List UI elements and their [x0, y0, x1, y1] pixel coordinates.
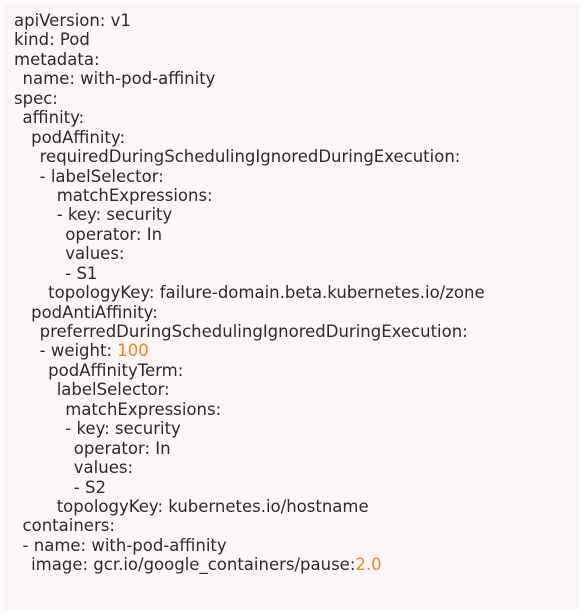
code-line: [14, 419, 579, 438]
code-indent: [14, 147, 40, 166]
code-line: [14, 478, 579, 497]
code-text: - S2: [73, 477, 106, 497]
code-text: containers:: [22, 516, 115, 536]
code-line: [14, 283, 579, 302]
code-number: 2.0: [355, 555, 382, 575]
code-text: requiredDuringSchedulingIgnoredDuringExecution:: [39, 147, 461, 167]
code-text: matchExpressions:: [65, 399, 222, 419]
code-indent: [14, 108, 23, 127]
code-indent: [14, 128, 31, 147]
code-indent: [14, 186, 57, 205]
code-indent: [14, 341, 40, 360]
code-indent: [14, 419, 65, 438]
code-line: [14, 516, 579, 535]
code-indent: [14, 400, 65, 419]
code-text: affinity:: [22, 108, 85, 128]
code-indent: [14, 322, 40, 341]
code-indent: [14, 205, 57, 224]
code-text: operator: In: [73, 438, 171, 458]
code-line: [14, 11, 579, 30]
code-line: [14, 361, 579, 380]
code-line: [14, 167, 579, 186]
code-line: [14, 244, 579, 263]
code-line: [14, 380, 579, 399]
code-indent: [14, 497, 57, 516]
code-indent: [14, 303, 31, 322]
code-line: [14, 536, 579, 555]
code-line: [14, 400, 579, 419]
code-text: - labelSelector:: [39, 166, 164, 186]
code-indent: [14, 244, 65, 263]
code-text: podAffinityTerm:: [48, 360, 184, 380]
yaml-code-panel: [4, 4, 579, 610]
code-line: [14, 555, 579, 574]
code-line: [14, 128, 579, 147]
code-text: spec:: [14, 88, 58, 108]
code-line: [14, 439, 579, 458]
code-text: operator: In: [65, 224, 163, 244]
code-line: [14, 205, 579, 224]
code-line: [14, 264, 579, 283]
code-line: [14, 50, 579, 69]
code-indent: [14, 478, 74, 497]
code-line: [14, 341, 579, 360]
code-indent: [14, 225, 65, 244]
code-line: [14, 108, 579, 127]
code-line: [14, 322, 579, 341]
code-indent: [14, 555, 31, 574]
code-indent: [14, 536, 23, 555]
code-indent: [14, 458, 74, 477]
yaml-code-block: [14, 11, 579, 575]
code-text: podAffinity:: [31, 127, 126, 147]
code-line: [14, 30, 579, 49]
code-text: labelSelector:: [56, 380, 170, 400]
code-number: 100: [117, 341, 149, 361]
code-line: [14, 225, 579, 244]
code-line: [14, 69, 579, 88]
code-indent: [14, 264, 65, 283]
code-text: preferredDuringSchedulingIgnoredDuringExecution:: [39, 322, 468, 341]
code-indent: [14, 380, 57, 399]
code-line: [14, 458, 579, 477]
code-text: values:: [73, 458, 134, 478]
code-line: [14, 186, 579, 205]
code-text: - weight:: [39, 341, 118, 361]
code-text: image: gcr.io/google_containers/pause:: [31, 555, 356, 575]
code-text: - key: security: [65, 419, 181, 439]
code-line: [14, 89, 579, 108]
code-text: podAntiAffinity:: [31, 302, 158, 322]
code-line: [14, 147, 579, 166]
code-text: kind: Pod: [14, 30, 90, 50]
code-text: values:: [65, 244, 125, 264]
code-indent: [14, 516, 23, 535]
code-text: - S1: [65, 263, 98, 283]
code-indent: [14, 69, 23, 88]
code-text: topologyKey: kubernetes.io/hostname: [56, 496, 369, 516]
code-indent: [14, 283, 48, 302]
code-indent: [14, 439, 74, 458]
code-text: name: with-pod-affinity: [22, 69, 216, 89]
code-indent: [14, 167, 40, 186]
code-text: matchExpressions:: [56, 185, 213, 205]
code-line: [14, 303, 579, 322]
code-text: apiVersion: v1: [14, 11, 131, 30]
code-text: metadata:: [14, 49, 100, 69]
code-text: - name: with-pod-affinity: [22, 535, 227, 555]
code-text: - key: security: [56, 205, 173, 225]
code-text: topologyKey: failure-domain.beta.kubernetes.io/zone: [48, 283, 485, 303]
code-line: [14, 497, 579, 516]
code-indent: [14, 361, 48, 380]
